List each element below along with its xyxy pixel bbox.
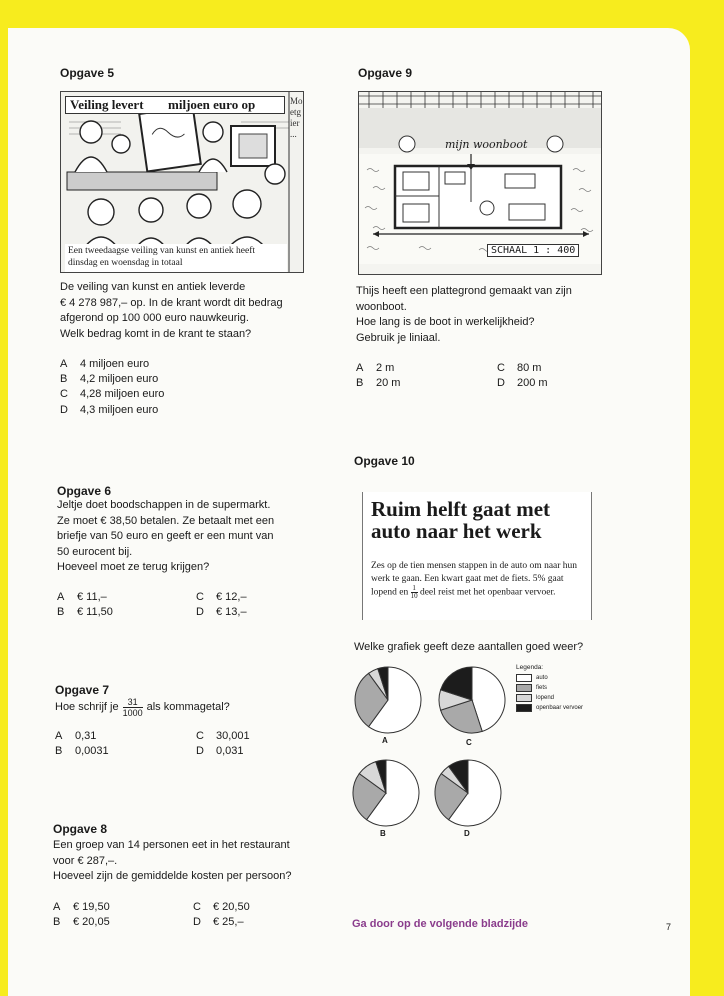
clip-title-line: auto naar het werk bbox=[371, 519, 542, 543]
option-value: € 13,– bbox=[216, 606, 247, 618]
q8-option-c[interactable] bbox=[193, 901, 250, 913]
q5-line: Welk bedrag komt in de krant te staan? bbox=[60, 327, 252, 340]
option-letter: C bbox=[193, 901, 201, 913]
clip-headline-part-a: Veiling levert bbox=[70, 97, 144, 112]
option-value: 4,28 miljoen euro bbox=[80, 388, 165, 400]
option-value: € 20,05 bbox=[73, 916, 110, 928]
q8-option-b[interactable] bbox=[53, 916, 110, 928]
q10-heading: Opgave 10 bbox=[354, 454, 415, 468]
q9-line: Gebruik je liniaal. bbox=[356, 331, 441, 344]
legend-title: Legenda: bbox=[516, 664, 544, 671]
legend-item bbox=[516, 683, 606, 693]
option-letter: B bbox=[53, 916, 61, 928]
q5-line: € 4 278 987,– op. In de krant wordt dit bedrag bbox=[60, 296, 283, 309]
fraction-numerator: 31 bbox=[127, 697, 138, 707]
pie-chart-b[interactable] bbox=[350, 757, 430, 841]
pie-c-graphic bbox=[436, 664, 508, 736]
option-value: 2 m bbox=[376, 362, 395, 374]
option-value: € 11,50 bbox=[77, 606, 113, 618]
q8-option-a[interactable] bbox=[53, 901, 110, 913]
next-page-note: Ga door op de volgende bladzijde bbox=[352, 918, 529, 930]
legend-swatch bbox=[516, 704, 532, 712]
option-letter: D bbox=[196, 606, 204, 618]
clip-side-column: Moetgier ... bbox=[290, 96, 303, 139]
option-letter: D bbox=[497, 377, 505, 389]
option-letter: C bbox=[60, 388, 68, 400]
pie-b-graphic bbox=[350, 757, 422, 829]
fraction-denominator: 10 bbox=[410, 592, 418, 600]
q9-option-c[interactable] bbox=[497, 362, 541, 374]
option-letter: C bbox=[196, 730, 204, 742]
option-value: € 20,50 bbox=[213, 901, 250, 913]
option-letter: D bbox=[196, 745, 204, 757]
q9-option-a[interactable] bbox=[356, 362, 394, 374]
option-letter: A bbox=[57, 591, 65, 603]
option-letter: D bbox=[60, 404, 68, 416]
legend-label: fiets bbox=[536, 685, 548, 691]
q6-line: Jeltje doet boodschappen in de supermarkt. bbox=[57, 499, 271, 511]
q6-question bbox=[57, 498, 317, 576]
pie-label-a: A bbox=[382, 736, 388, 745]
option-value: 0,0031 bbox=[75, 745, 109, 757]
q5-question bbox=[60, 280, 310, 342]
option-letter: A bbox=[53, 901, 61, 913]
q5-heading: Opgave 5 bbox=[60, 66, 115, 80]
clip-body-part-2: deel reist met het openbaar vervoer. bbox=[419, 587, 556, 598]
option-value: 80 m bbox=[517, 362, 542, 374]
q8-heading: Opgave 8 bbox=[53, 822, 108, 836]
q5-option-d[interactable] bbox=[60, 404, 158, 416]
q8-line: Hoeveel zijn de gemiddelde kosten per persoon? bbox=[53, 870, 292, 882]
q8-line: Een groep van 14 personen eet in het restaurant bbox=[53, 839, 290, 851]
q5-line: afgerond op 100 000 euro nauwkeurig. bbox=[60, 312, 249, 324]
option-value: 0,31 bbox=[75, 730, 97, 742]
pie-chart-c[interactable] bbox=[436, 664, 516, 748]
option-letter: D bbox=[193, 916, 201, 928]
houseboat-drawing bbox=[358, 91, 602, 275]
q9-option-b[interactable] bbox=[356, 377, 400, 389]
q5-option-a[interactable] bbox=[60, 358, 149, 370]
option-letter: C bbox=[196, 591, 204, 603]
pie-label-d: D bbox=[464, 829, 470, 838]
option-letter: B bbox=[55, 745, 63, 757]
q7-fraction bbox=[123, 697, 143, 718]
q9-line: Hoe lang is de boot in werkelijkheid? bbox=[356, 316, 535, 328]
pie-chart-a[interactable] bbox=[352, 664, 432, 748]
option-letter: A bbox=[55, 730, 63, 742]
option-letter: A bbox=[356, 362, 364, 374]
q6-line: 50 eurocent bij. bbox=[57, 545, 133, 558]
legend-item bbox=[516, 693, 606, 703]
option-value: € 25,– bbox=[213, 916, 244, 928]
page-number: 7 bbox=[666, 922, 672, 932]
q6-option-c[interactable] bbox=[196, 591, 247, 603]
legend-item bbox=[516, 703, 606, 713]
option-letter: B bbox=[356, 377, 364, 389]
q7-text-after: als kommagetal? bbox=[146, 700, 230, 713]
q6-line: briefje van 50 euro en geeft er een munt van bbox=[57, 530, 274, 542]
legend-item bbox=[516, 673, 606, 683]
q5-option-c[interactable] bbox=[60, 388, 164, 400]
clip-fraction bbox=[411, 585, 418, 600]
q9-option-d[interactable] bbox=[497, 377, 548, 389]
clip-caption: Een tweedaagse veiling van kunst en antiek heeft dinsdag en woensdag in totaal bbox=[65, 244, 287, 272]
option-value: € 19,50 bbox=[73, 901, 110, 913]
q8-option-d[interactable] bbox=[193, 916, 244, 928]
q10-newspaper-clipping bbox=[362, 492, 592, 620]
q9-heading: Opgave 9 bbox=[358, 66, 413, 80]
option-value: 4 miljoen euro bbox=[80, 358, 150, 370]
option-value: 20 m bbox=[376, 377, 401, 389]
q6-option-b[interactable] bbox=[57, 606, 113, 618]
legend-label: lopend bbox=[536, 695, 555, 701]
pie-chart-d[interactable] bbox=[432, 757, 512, 841]
q6-option-a[interactable] bbox=[57, 591, 107, 603]
clip-title-line: Ruim helft gaat met bbox=[371, 497, 551, 521]
q7-heading: Opgave 7 bbox=[55, 683, 110, 697]
q7-option-d[interactable] bbox=[196, 745, 244, 757]
q5-line: De veiling van kunst en antiek leverde bbox=[60, 281, 246, 293]
pie-label-c: C bbox=[466, 738, 472, 747]
clip-body bbox=[371, 560, 583, 600]
option-value: 30,001 bbox=[216, 730, 250, 742]
fraction-numerator: 1 bbox=[412, 584, 416, 592]
clip-headline-part-b: miljoen euro op bbox=[168, 97, 256, 112]
q6-option-d[interactable] bbox=[196, 606, 247, 618]
q6-line: Ze moet € 38,50 betalen. Ze betaalt met een bbox=[57, 514, 275, 527]
legend-swatch bbox=[516, 684, 532, 692]
option-value: 0,031 bbox=[216, 745, 244, 757]
option-letter: C bbox=[497, 362, 505, 374]
q7-option-a[interactable] bbox=[55, 730, 96, 742]
option-value: 200 m bbox=[517, 377, 548, 389]
q8-line: voor € 287,–. bbox=[53, 854, 118, 867]
q6-heading: Opgave 6 bbox=[57, 484, 112, 498]
q10-question: Welke grafiek geeft deze aantallen goed weer? bbox=[354, 641, 584, 653]
q7-option-b[interactable] bbox=[55, 745, 109, 757]
option-letter: B bbox=[60, 373, 68, 385]
clip-headline bbox=[65, 96, 285, 114]
legend-label: openbaar vervoer bbox=[536, 705, 584, 711]
pie-a-graphic bbox=[352, 664, 424, 736]
option-value: € 12,– bbox=[216, 591, 247, 603]
q7-question bbox=[55, 697, 230, 718]
q9-line: Thijs heeft een plattegrond gemaakt van zijn bbox=[356, 285, 572, 297]
drawing-label: mijn woonboot bbox=[445, 138, 528, 151]
q8-question bbox=[53, 838, 323, 885]
scale-label: SCHAAL 1 : 400 bbox=[487, 244, 579, 257]
q7-text-before: Hoe schrijf je bbox=[55, 700, 119, 713]
fraction-denominator: 1000 bbox=[122, 708, 143, 718]
legend-label: auto bbox=[536, 675, 548, 681]
q5-newspaper-clipping bbox=[60, 91, 304, 273]
option-value: € 11,– bbox=[77, 591, 107, 603]
legend-swatch bbox=[516, 674, 532, 682]
legend-swatch bbox=[516, 694, 532, 702]
q5-option-b[interactable] bbox=[60, 373, 158, 385]
q7-option-c[interactable] bbox=[196, 730, 250, 742]
pie-label-b: B bbox=[380, 829, 386, 838]
q6-line: Hoeveel moet ze terug krijgen? bbox=[57, 561, 210, 573]
q9-question bbox=[356, 284, 616, 346]
q9-line: woonboot. bbox=[356, 300, 407, 313]
option-value: 4,3 miljoen euro bbox=[80, 404, 159, 416]
clip-body-part-1: Zes op de tien mensen stappen in de auto om naar hun werk te gaan. Een kwart gaat met de fiets. 5% gaat lopend en bbox=[371, 561, 578, 598]
pie-d-graphic bbox=[432, 757, 504, 829]
option-letter: A bbox=[60, 358, 68, 370]
option-value: 4,2 miljoen euro bbox=[80, 373, 159, 385]
pie-legend bbox=[516, 664, 606, 713]
option-letter: B bbox=[57, 606, 65, 618]
